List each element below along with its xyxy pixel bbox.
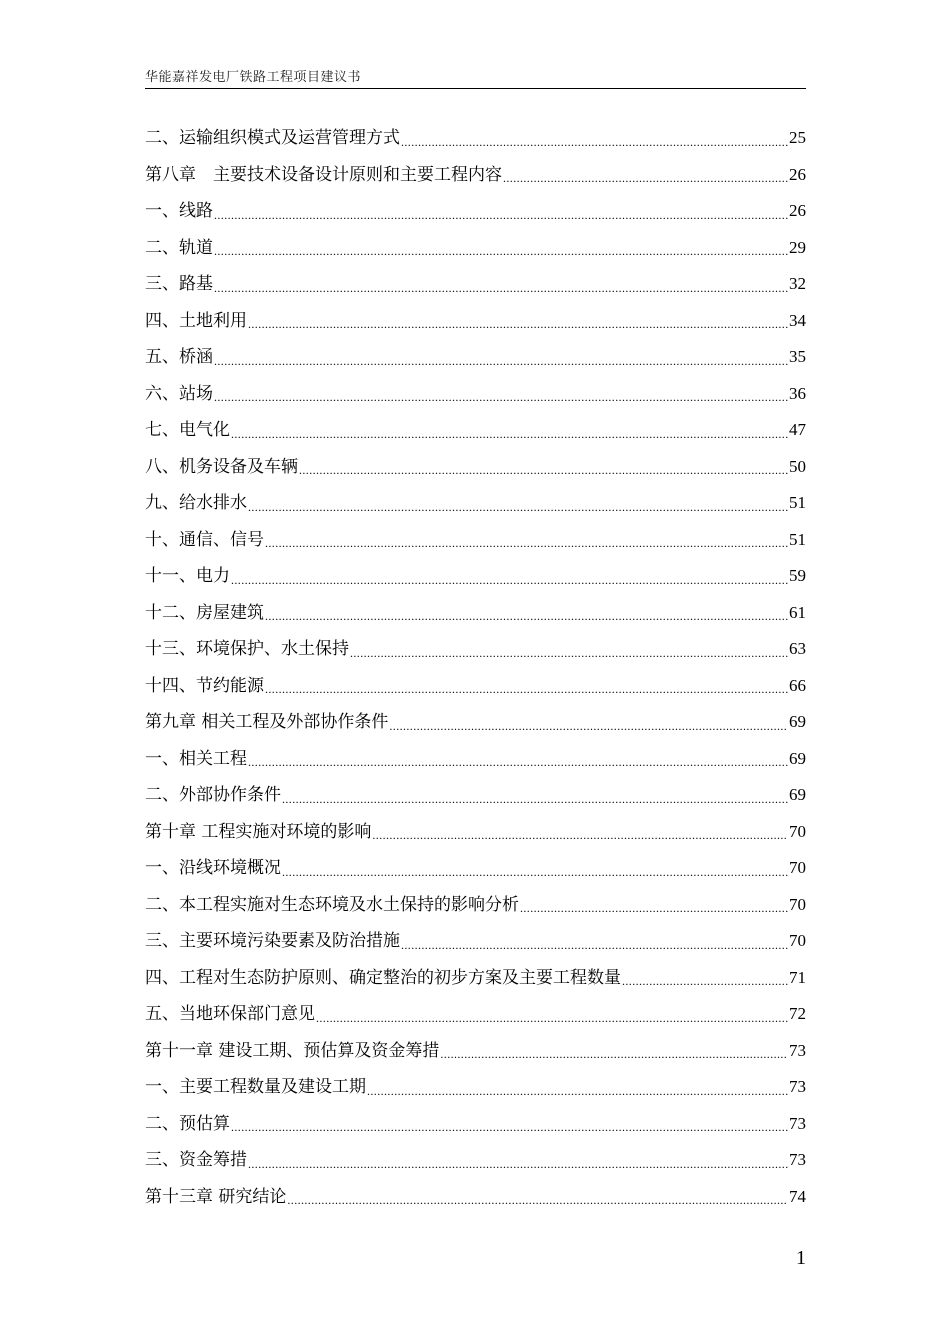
toc-entry[interactable]: [145, 1069, 806, 1106]
toc-entry[interactable]: [145, 777, 806, 814]
toc-entry-label: 三、主要环境污染要素及防治措施: [145, 931, 400, 951]
toc-entry-label: 二、运输组织模式及运营管理方式: [145, 128, 400, 148]
toc-entry-label: 四、工程对生态防护原则、确定整治的初步方案及主要工程数量: [145, 967, 621, 988]
toc-entry-page: 61: [789, 602, 806, 622]
toc-entry-page: 70: [789, 894, 806, 914]
toc-leader-dots: [282, 784, 788, 814]
toc-leader-dots: [214, 346, 788, 376]
toc-entry[interactable]: [145, 814, 806, 851]
toc-leader-dots: [299, 455, 788, 485]
document-title: 华能嘉祥发电厂铁路工程项目建议书: [145, 70, 362, 85]
toc-entry[interactable]: [145, 1106, 806, 1143]
toc-entry-page: 73: [789, 1077, 806, 1096]
toc-entry-page: 47: [789, 420, 806, 439]
toc-entry-label: 十二、房屋建筑: [145, 602, 264, 623]
toc-entry-label: 六、站场: [145, 383, 213, 404]
toc-entry[interactable]: [145, 631, 806, 668]
toc-leader-dots: [389, 711, 788, 741]
toc-entry-label: 二、预估算: [145, 1113, 230, 1134]
toc-leader-dots: [214, 236, 788, 266]
toc-entry[interactable]: [145, 1142, 806, 1179]
toc-entry-label: 三、路基: [145, 274, 213, 294]
toc-entry-page: 66: [789, 675, 806, 695]
toc-entry-label: 七、电气化: [145, 420, 230, 440]
toc-entry-label: 十四、节约能源: [145, 675, 264, 696]
toc-entry[interactable]: [145, 741, 806, 778]
toc-entry-page: 36: [789, 383, 806, 403]
toc-entry-label: 三、资金筹措: [145, 1150, 247, 1170]
toc-entry[interactable]: [145, 668, 806, 705]
toc-leader-dots: [265, 674, 788, 704]
toc-leader-dots: [214, 200, 788, 230]
toc-leader-dots: [231, 565, 788, 595]
toc-leader-dots: [248, 309, 788, 339]
toc-entry-page: 35: [789, 347, 806, 366]
page-number: 1: [796, 1247, 806, 1269]
toc-entry-page: 69: [789, 748, 806, 768]
toc-entry-page: 25: [789, 128, 806, 147]
toc-entry-page: 34: [789, 310, 806, 330]
toc-entry[interactable]: [145, 120, 806, 157]
toc-leader-dots: [401, 930, 788, 960]
toc-entry-label: 二、本工程实施对生态环境及水土保持的影响分析: [145, 894, 519, 915]
toc-entry[interactable]: [145, 339, 806, 376]
toc-leader-dots: [401, 127, 788, 157]
toc-leader-dots: [520, 893, 788, 923]
toc-entry-page: 26: [789, 201, 806, 220]
toc-entry-page: 51: [789, 493, 806, 512]
toc-entry[interactable]: [145, 1033, 806, 1070]
toc-entry-page: 70: [789, 931, 806, 950]
toc-entry-label: 一、相关工程: [145, 748, 247, 769]
toc-entry[interactable]: [145, 485, 806, 522]
toc-entry-page: 73: [789, 1113, 806, 1133]
toc-leader-dots: [503, 163, 788, 193]
toc-entry-page: 29: [789, 237, 806, 257]
toc-entry-page: 32: [789, 274, 806, 293]
toc-entry[interactable]: [145, 303, 806, 340]
toc-leader-dots: [231, 419, 788, 449]
toc-leader-dots: [265, 528, 788, 558]
toc-entry-label: 一、主要工程数量及建设工期: [145, 1077, 366, 1097]
toc-entry-label: 第十章 工程实施对环境的影响: [145, 821, 372, 842]
toc-entry-page: 70: [789, 821, 806, 841]
page-header: [145, 70, 806, 89]
toc-entry-label: 第九章 相关工程及外部协作条件: [145, 712, 389, 732]
toc-leader-dots: [248, 747, 788, 777]
toc-leader-dots: [282, 857, 788, 887]
toc-leader-dots: [248, 1149, 788, 1179]
toc-entry[interactable]: [145, 157, 806, 194]
toc-leader-dots: [316, 1003, 788, 1033]
toc-entry-label: 第十三章 研究结论: [145, 1186, 287, 1207]
toc-entry-page: 51: [789, 529, 806, 549]
toc-entry[interactable]: [145, 193, 806, 230]
toc-entry-label: 十一、电力: [145, 566, 230, 586]
toc-leader-dots: [214, 273, 788, 303]
toc-entry-page: 59: [789, 566, 806, 585]
toc-entry[interactable]: [145, 412, 806, 449]
toc-entry[interactable]: [145, 1179, 806, 1216]
toc-entry-page: 74: [789, 1186, 806, 1206]
toc-leader-dots: [440, 1039, 788, 1069]
toc-entry-label: 二、外部协作条件: [145, 785, 281, 805]
toc-leader-dots: [231, 1112, 788, 1142]
toc-entry-page: 70: [789, 858, 806, 877]
toc-entry[interactable]: [145, 704, 806, 741]
toc-leader-dots: [372, 820, 788, 850]
table-of-contents: [145, 120, 806, 1215]
toc-entry-label: 二、轨道: [145, 237, 213, 258]
toc-entry-label: 十、通信、信号: [145, 529, 264, 550]
toc-entry-label: 第十一章 建设工期、预估算及资金筹措: [145, 1040, 440, 1061]
toc-entry[interactable]: [145, 230, 806, 267]
toc-entry[interactable]: [145, 522, 806, 559]
toc-entry-label: 八、机务设备及车辆: [145, 456, 298, 477]
toc-entry-page: 26: [789, 164, 806, 184]
toc-entry-page: 50: [789, 456, 806, 476]
toc-entry-page: 73: [789, 1040, 806, 1060]
toc-leader-dots: [248, 492, 788, 522]
toc-entry[interactable]: [145, 996, 806, 1033]
toc-entry-label: 四、土地利用: [145, 310, 247, 331]
toc-entry-label: 一、线路: [145, 201, 213, 221]
toc-entry[interactable]: [145, 595, 806, 632]
toc-entry[interactable]: [145, 850, 806, 887]
toc-entry-page: 69: [789, 785, 806, 804]
toc-entry-label: 十三、环境保护、水土保持: [145, 639, 349, 659]
toc-entry[interactable]: [145, 266, 806, 303]
toc-entry[interactable]: [145, 376, 806, 413]
toc-entry-label: 第八章 主要技术设备设计原则和主要工程内容: [145, 164, 502, 185]
toc-entry[interactable]: [145, 887, 806, 924]
toc-leader-dots: [287, 1185, 788, 1215]
toc-leader-dots: [265, 601, 788, 631]
toc-entry-page: 63: [789, 639, 806, 658]
toc-entry[interactable]: [145, 449, 806, 486]
toc-entry-label: 五、桥涵: [145, 347, 213, 367]
toc-entry-page: 71: [789, 967, 806, 987]
toc-leader-dots: [622, 966, 788, 996]
toc-entry-page: 69: [789, 712, 806, 731]
toc-leader-dots: [350, 638, 788, 668]
toc-entry-label: 一、沿线环境概况: [145, 858, 281, 878]
toc-entry-page: 73: [789, 1150, 806, 1169]
toc-entry[interactable]: [145, 960, 806, 997]
toc-leader-dots: [367, 1076, 788, 1106]
toc-entry-label: 九、给水排水: [145, 493, 247, 513]
toc-entry[interactable]: [145, 558, 806, 595]
toc-leader-dots: [214, 382, 788, 412]
toc-entry-page: 72: [789, 1004, 806, 1023]
toc-entry[interactable]: [145, 923, 806, 960]
toc-entry-label: 五、当地环保部门意见: [145, 1004, 315, 1024]
